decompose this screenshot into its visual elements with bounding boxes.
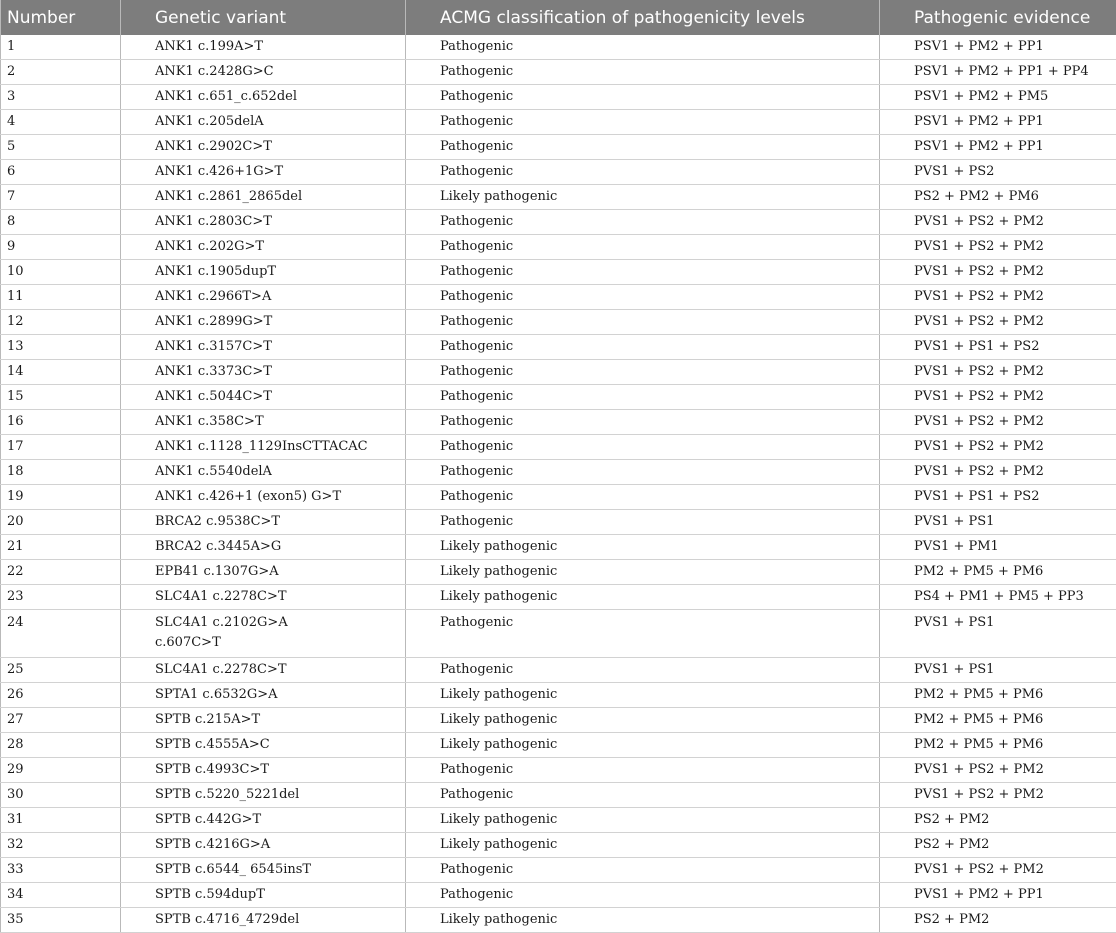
cell-genetic-variant [121,610,406,658]
cell-evidence: PVS1 + PS2 + PM2 [880,310,1116,335]
cell-genetic-variant: ANK1 c.202G>T [121,235,406,260]
cell-genetic-variant: SPTB c.4993C>T [121,758,406,783]
cell-genetic-variant: ANK1 c.3373C>T [121,360,406,385]
cell-evidence: PS4 + PM1 + PM5 + PP3 [880,585,1116,610]
table-row [1,560,1116,585]
table-row [1,708,1116,733]
cell-number: 4 [1,110,121,135]
cell-evidence: PVS1 + PS2 + PM2 [880,260,1116,285]
cell-number: 8 [1,210,121,235]
cell-classification: Pathogenic [406,758,880,783]
table-row [1,260,1116,285]
table-row [1,135,1116,160]
cell-number: 23 [1,585,121,610]
cell-number: 7 [1,185,121,210]
cell-evidence: PVS1 + PS1 [880,610,1116,658]
table-row [1,585,1116,610]
table-row [1,808,1116,833]
table-row [1,360,1116,385]
table-row [1,610,1116,658]
cell-genetic-variant: ANK1 c.1905dupT [121,260,406,285]
cell-classification: Pathogenic [406,310,880,335]
cell-evidence: PSV1 + PM2 + PP1 [880,110,1116,135]
cell-evidence: PVS1 + PS2 + PM2 [880,385,1116,410]
cell-genetic-variant: SPTA1 c.6532G>A [121,683,406,708]
cell-evidence: PVS1 + PS2 + PM2 [880,360,1116,385]
cell-genetic-variant: SPTB c.5220_5221del [121,783,406,808]
header-row [1,0,1116,35]
cell-genetic-variant: ANK1 c.3157C>T [121,335,406,360]
table-row [1,160,1116,185]
cell-classification: Pathogenic [406,510,880,535]
cell-evidence: PSV1 + PM2 + PM5 [880,85,1116,110]
cell-genetic-variant: ANK1 c.358C>T [121,410,406,435]
cell-genetic-variant: ANK1 c.5044C>T [121,385,406,410]
cell-evidence: PVS1 + PS2 + PM2 [880,460,1116,485]
cell-classification: Likely pathogenic [406,733,880,758]
cell-number: 26 [1,683,121,708]
cell-genetic-variant: ANK1 c.2428G>C [121,60,406,85]
cell-classification: Pathogenic [406,335,880,360]
cell-genetic-variant: ANK1 c.2803C>T [121,210,406,235]
cell-classification: Likely pathogenic [406,683,880,708]
cell-evidence: PVS1 + PS2 [880,160,1116,185]
cell-number: 14 [1,360,121,385]
table-row [1,858,1116,883]
cell-genetic-variant: ANK1 c.5540delA [121,460,406,485]
cell-number: 20 [1,510,121,535]
table-header [1,0,1116,35]
cell-evidence: PVS1 + PS2 + PM2 [880,410,1116,435]
cell-number: 27 [1,708,121,733]
cell-genetic-variant: SPTB c.6544_ 6545insT [121,858,406,883]
cell-number: 3 [1,85,121,110]
cell-evidence: PM2 + PM5 + PM6 [880,560,1116,585]
cell-number: 28 [1,733,121,758]
cell-genetic-variant: EPB41 c.1307G>A [121,560,406,585]
cell-classification: Pathogenic [406,435,880,460]
cell-evidence: PVS1 + PS1 [880,510,1116,535]
cell-classification: Likely pathogenic [406,908,880,933]
cell-genetic-variant: SPTB c.442G>T [121,808,406,833]
cell-classification: Likely pathogenic [406,585,880,610]
table-row [1,85,1116,110]
cell-genetic-variant: SPTB c.4716_4729del [121,908,406,933]
cell-genetic-variant: SLC4A1 c.2278C>T [121,658,406,683]
cell-genetic-variant: ANK1 c.1128_1129InsCTTACAC [121,435,406,460]
cell-number: 2 [1,60,121,85]
cell-genetic-variant: ANK1 c.2966T>A [121,285,406,310]
table-row [1,410,1116,435]
table-row [1,110,1116,135]
cell-genetic-variant: ANK1 c.2861_2865del [121,185,406,210]
cell-classification: Likely pathogenic [406,708,880,733]
cell-number: 24 [1,610,121,658]
header-genetic-variant: Genetic variant [121,0,406,35]
cell-evidence: PS2 + PM2 + PM6 [880,185,1116,210]
table-row [1,535,1116,560]
cell-evidence: PVS1 + PS1 + PS2 [880,485,1116,510]
cell-number: 18 [1,460,121,485]
table-row [1,235,1116,260]
cell-number: 29 [1,758,121,783]
cell-number: 9 [1,235,121,260]
table-row [1,185,1116,210]
header-number: Number [1,0,121,35]
table-row [1,758,1116,783]
cell-classification: Pathogenic [406,883,880,908]
cell-genetic-variant: ANK1 c.2899G>T [121,310,406,335]
cell-number: 33 [1,858,121,883]
cell-evidence: PSV1 + PM2 + PP1 + PP4 [880,60,1116,85]
cell-number: 15 [1,385,121,410]
cell-classification: Likely pathogenic [406,808,880,833]
cell-number: 11 [1,285,121,310]
variant-line-1: SLC4A1 c.2102G>A [155,613,405,633]
cell-genetic-variant: ANK1 c.205delA [121,110,406,135]
cell-number: 34 [1,883,121,908]
table-row [1,335,1116,360]
cell-number: 19 [1,485,121,510]
cell-genetic-variant: ANK1 c.651_c.652del [121,85,406,110]
cell-classification: Pathogenic [406,460,880,485]
cell-number: 12 [1,310,121,335]
table-row [1,783,1116,808]
cell-genetic-variant: ANK1 c.199A>T [121,35,406,60]
cell-classification: Pathogenic [406,60,880,85]
cell-classification: Pathogenic [406,410,880,435]
cell-classification: Pathogenic [406,385,880,410]
cell-classification: Pathogenic [406,485,880,510]
cell-number: 30 [1,783,121,808]
table-row [1,385,1116,410]
cell-number: 16 [1,410,121,435]
cell-genetic-variant: SPTB c.4555A>C [121,733,406,758]
cell-genetic-variant: SLC4A1 c.2278C>T [121,585,406,610]
cell-genetic-variant: ANK1 c.426+1G>T [121,160,406,185]
cell-evidence: PVS1 + PS2 + PM2 [880,285,1116,310]
cell-number: 25 [1,658,121,683]
cell-number: 35 [1,908,121,933]
header-acmg-classification: ACMG classification of pathogenicity levels [406,0,880,35]
cell-classification: Pathogenic [406,285,880,310]
cell-evidence: PS2 + PM2 [880,908,1116,933]
cell-number: 31 [1,808,121,833]
cell-evidence: PVS1 + PS2 + PM2 [880,435,1116,460]
cell-genetic-variant: SPTB c.215A>T [121,708,406,733]
cell-genetic-variant: BRCA2 c.3445A>G [121,535,406,560]
table-row [1,60,1116,85]
cell-evidence: PVS1 + PS2 + PM2 [880,783,1116,808]
cell-evidence: PM2 + PM5 + PM6 [880,708,1116,733]
cell-evidence: PM2 + PM5 + PM6 [880,683,1116,708]
cell-classification: Pathogenic [406,85,880,110]
variant-line-2: c.607C>T [155,633,405,653]
cell-classification: Pathogenic [406,110,880,135]
cell-classification: Pathogenic [406,858,880,883]
cell-genetic-variant: ANK1 c.2902C>T [121,135,406,160]
table-row [1,733,1116,758]
cell-number: 32 [1,833,121,858]
cell-number: 10 [1,260,121,285]
cell-evidence: PVS1 + PS2 + PM2 [880,858,1116,883]
table-row [1,310,1116,335]
table-row [1,210,1116,235]
cell-genetic-variant: SPTB c.594dupT [121,883,406,908]
cell-classification: Likely pathogenic [406,833,880,858]
cell-genetic-variant: SPTB c.4216G>A [121,833,406,858]
cell-evidence: PVS1 + PS2 + PM2 [880,235,1116,260]
table-row [1,683,1116,708]
table-row [1,435,1116,460]
cell-classification: Pathogenic [406,35,880,60]
cell-classification: Pathogenic [406,135,880,160]
cell-number: 5 [1,135,121,160]
header-pathogenic-evidence: Pathogenic evidence [880,0,1116,35]
table-row [1,485,1116,510]
cell-evidence: PVS1 + PS2 + PM2 [880,758,1116,783]
cell-evidence: PVS1 + PM1 [880,535,1116,560]
cell-number: 22 [1,560,121,585]
table-row [1,510,1116,535]
cell-classification: Pathogenic [406,658,880,683]
cell-classification: Likely pathogenic [406,560,880,585]
cell-evidence: PVS1 + PS2 + PM2 [880,210,1116,235]
cell-evidence: PM2 + PM5 + PM6 [880,733,1116,758]
cell-number: 13 [1,335,121,360]
cell-evidence: PSV1 + PM2 + PP1 [880,35,1116,60]
table-row [1,908,1116,933]
cell-classification: Likely pathogenic [406,185,880,210]
table-row [1,883,1116,908]
cell-evidence: PVS1 + PM2 + PP1 [880,883,1116,908]
table-row [1,460,1116,485]
table-row [1,285,1116,310]
cell-evidence: PSV1 + PM2 + PP1 [880,135,1116,160]
cell-number: 17 [1,435,121,460]
cell-evidence: PS2 + PM2 [880,833,1116,858]
cell-number: 21 [1,535,121,560]
cell-evidence: PS2 + PM2 [880,808,1116,833]
table-body [1,35,1116,933]
cell-classification: Pathogenic [406,210,880,235]
cell-classification: Pathogenic [406,783,880,808]
cell-number: 6 [1,160,121,185]
cell-classification: Pathogenic [406,235,880,260]
cell-classification: Pathogenic [406,160,880,185]
cell-classification: Pathogenic [406,260,880,285]
cell-evidence: PVS1 + PS1 + PS2 [880,335,1116,360]
cell-genetic-variant: ANK1 c.426+1 (exon5) G>T [121,485,406,510]
table-row [1,833,1116,858]
cell-genetic-variant: BRCA2 c.9538C>T [121,510,406,535]
cell-classification: Pathogenic [406,360,880,385]
cell-classification: Pathogenic [406,610,880,658]
cell-classification: Likely pathogenic [406,535,880,560]
table-row [1,658,1116,683]
cell-number: 1 [1,35,121,60]
cell-evidence: PVS1 + PS1 [880,658,1116,683]
table-row [1,35,1116,60]
